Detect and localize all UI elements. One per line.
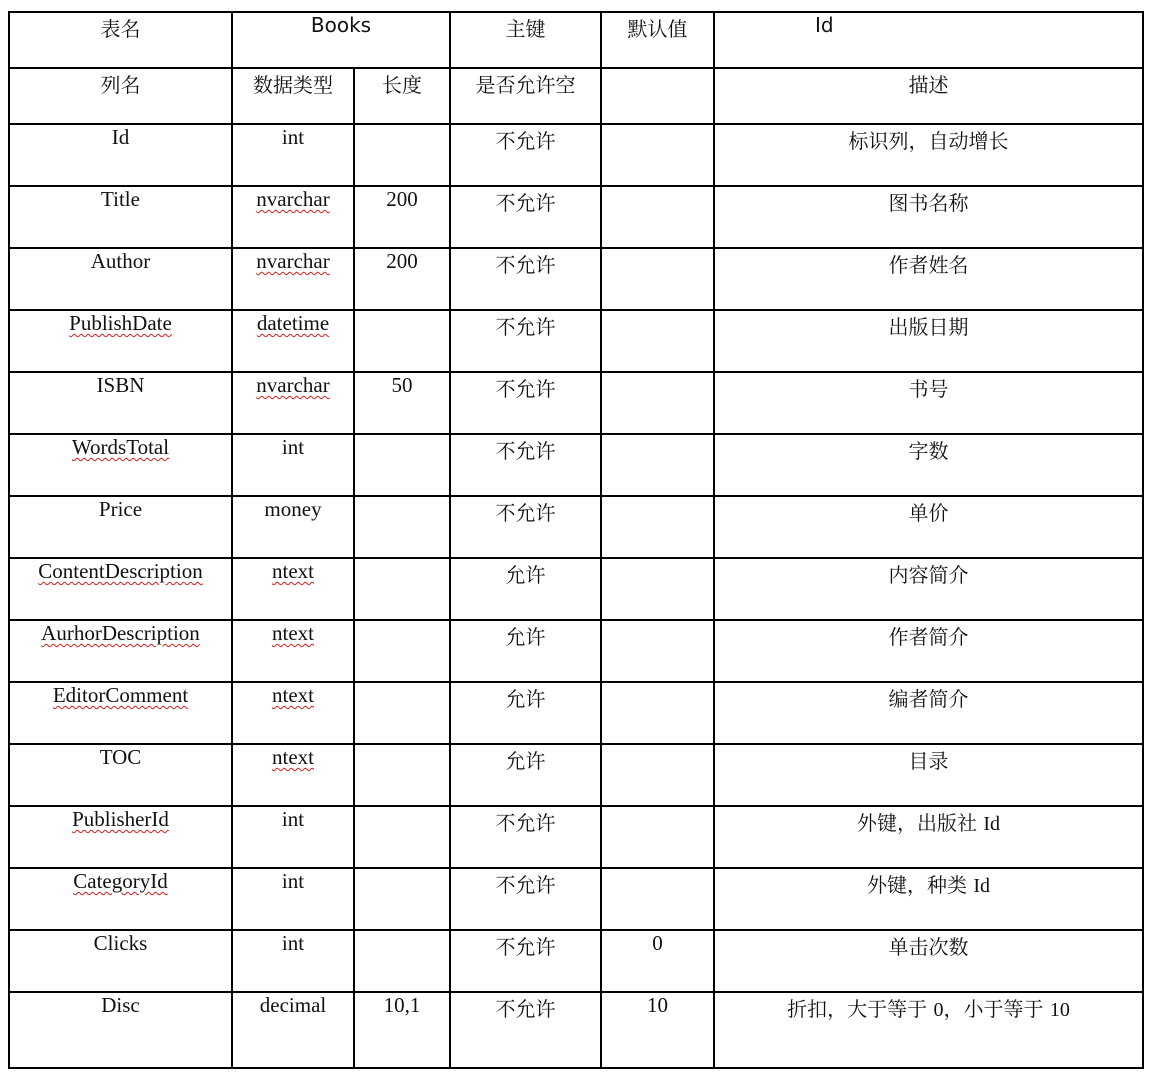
column-name-cell-text: WordsTotal [71, 435, 170, 459]
length-cell [354, 806, 450, 868]
data-type-cell: int [232, 868, 354, 930]
table-row [9, 124, 1143, 186]
table-row [9, 496, 1143, 558]
nullable-cell: 不允许 [450, 496, 601, 558]
column-name-cell-text: AurhorDescription [41, 621, 200, 645]
data-type-cell [232, 372, 354, 434]
length-cell [354, 682, 450, 744]
data-type-cell: int [232, 434, 354, 496]
data-type-cell-text: ntext [272, 621, 314, 645]
default-cell [601, 682, 714, 744]
data-type-cell [232, 682, 354, 744]
length-cell: 200 [354, 248, 450, 310]
description-part: 折扣，大于等于 [787, 997, 934, 1021]
length-cell [354, 620, 450, 682]
nullable-cell: 不允许 [450, 868, 601, 930]
data-type-cell [232, 744, 354, 806]
length-cell [354, 744, 450, 806]
table-name-value: Books [232, 12, 450, 68]
default-cell [601, 372, 714, 434]
data-type-cell: int [232, 124, 354, 186]
length-cell [354, 310, 450, 372]
default-header [601, 68, 714, 124]
description-cell: 单价 [714, 496, 1143, 558]
nullable-cell: 不允许 [450, 930, 601, 992]
column-header-row [9, 68, 1143, 124]
default-cell [601, 186, 714, 248]
default-cell: 10 [601, 992, 714, 1068]
description-part: 10 [1049, 999, 1070, 1021]
table-name-label: 表名 [9, 12, 232, 68]
data-type-cell-text: ntext [272, 559, 314, 583]
description-part: Id [973, 875, 991, 897]
data-type-cell [232, 620, 354, 682]
table-row [9, 186, 1143, 248]
length-cell [354, 434, 450, 496]
length-header: 长度 [354, 68, 450, 124]
column-name-cell [9, 620, 232, 682]
data-type-cell [232, 248, 354, 310]
table-row [9, 558, 1143, 620]
description-cell: 作者简介 [714, 620, 1143, 682]
table-row [9, 620, 1143, 682]
default-cell [601, 806, 714, 868]
table-row [9, 434, 1143, 496]
table-row [9, 992, 1143, 1068]
nullable-cell: 不允许 [450, 992, 601, 1068]
default-cell [601, 434, 714, 496]
column-name-cell [9, 434, 232, 496]
length-cell [354, 124, 450, 186]
data-type-cell: money [232, 496, 354, 558]
table-row [9, 868, 1143, 930]
data-type-cell-text: datetime [256, 311, 330, 335]
column-name-cell: Author [9, 248, 232, 310]
column-name-cell-text: EditorComment [52, 683, 189, 707]
data-type-cell-text: ntext [272, 683, 314, 707]
description-cell: 标识列，自动增长 [714, 124, 1143, 186]
length-cell [354, 868, 450, 930]
description-part: 外键，出版社 [857, 811, 984, 835]
description-cell [714, 868, 1143, 930]
length-cell: 50 [354, 372, 450, 434]
length-cell: 10,1 [354, 992, 450, 1068]
description-part: Id [983, 813, 1001, 835]
data-type-cell: decimal [232, 992, 354, 1068]
description-cell [714, 806, 1143, 868]
length-cell [354, 558, 450, 620]
data-type-cell-text: ntext [272, 745, 314, 769]
primary-key-value: Id [714, 12, 1143, 68]
column-name-cell [9, 682, 232, 744]
column-name-cell-text: PublisherId [72, 807, 169, 831]
nullable-cell: 允许 [450, 744, 601, 806]
description-cell: 出版日期 [714, 310, 1143, 372]
default-cell [601, 620, 714, 682]
nullable-cell: 不允许 [450, 248, 601, 310]
column-name-cell: Title [9, 186, 232, 248]
table-row [9, 372, 1143, 434]
default-cell [601, 496, 714, 558]
table-row [9, 248, 1143, 310]
column-name-cell [9, 558, 232, 620]
data-type-cell: int [232, 930, 354, 992]
description-cell: 单击次数 [714, 930, 1143, 992]
data-type-cell-text: nvarchar [256, 373, 330, 397]
data-type-cell-text: nvarchar [256, 187, 330, 211]
description-cell: 编者简介 [714, 682, 1143, 744]
description-cell: 作者姓名 [714, 248, 1143, 310]
description-cell [714, 992, 1143, 1068]
length-cell [354, 930, 450, 992]
length-cell: 200 [354, 186, 450, 248]
nullable-cell: 不允许 [450, 434, 601, 496]
nullable-cell: 允许 [450, 620, 601, 682]
column-name-cell: TOC [9, 744, 232, 806]
data-type-cell [232, 558, 354, 620]
column-name-cell-text: CategoryId [73, 869, 168, 893]
nullable-cell: 不允许 [450, 186, 601, 248]
description-cell: 字数 [714, 434, 1143, 496]
column-name-cell: Disc [9, 992, 232, 1068]
column-name-cell: Id [9, 124, 232, 186]
table-meta-row [9, 12, 1143, 68]
data-type-header: 数据类型 [232, 68, 354, 124]
default-cell [601, 310, 714, 372]
description-part: 0 [933, 999, 944, 1021]
data-type-cell: int [232, 806, 354, 868]
data-type-cell-text: nvarchar [256, 249, 330, 273]
default-cell [601, 248, 714, 310]
table-row [9, 310, 1143, 372]
column-name-cell: Clicks [9, 930, 232, 992]
table-row [9, 682, 1143, 744]
nullable-cell: 不允许 [450, 806, 601, 868]
default-cell: 0 [601, 930, 714, 992]
column-name-cell: Price [9, 496, 232, 558]
column-name-cell-text: PublishDate [69, 311, 172, 335]
description-cell: 内容简介 [714, 558, 1143, 620]
description-cell: 图书名称 [714, 186, 1143, 248]
default-cell [601, 744, 714, 806]
column-name-cell [9, 868, 232, 930]
default-cell [601, 124, 714, 186]
column-name-cell [9, 310, 232, 372]
nullable-cell: 不允许 [450, 124, 601, 186]
column-name-cell: ISBN [9, 372, 232, 434]
primary-key-label: 主键 [450, 12, 601, 68]
table-row [9, 930, 1143, 992]
description-part: 外键，种类 [867, 873, 974, 897]
length-cell [354, 496, 450, 558]
description-cell: 目录 [714, 744, 1143, 806]
nullable-header: 是否允许空 [450, 68, 601, 124]
data-type-cell [232, 310, 354, 372]
table-row [9, 806, 1143, 868]
column-name-header: 列名 [9, 68, 232, 124]
description-cell: 书号 [714, 372, 1143, 434]
nullable-cell: 不允许 [450, 372, 601, 434]
nullable-cell: 允许 [450, 682, 601, 744]
data-type-cell [232, 186, 354, 248]
default-cell [601, 558, 714, 620]
column-name-cell-text: ContentDescription [38, 559, 203, 583]
table-row [9, 744, 1143, 806]
description-header: 描述 [714, 68, 1143, 124]
nullable-cell: 允许 [450, 558, 601, 620]
column-name-cell [9, 806, 232, 868]
description-part: ，小于等于 [943, 997, 1050, 1021]
schema-table [8, 11, 1144, 1069]
nullable-cell: 不允许 [450, 310, 601, 372]
default-value-label: 默认值 [601, 12, 714, 68]
default-cell [601, 868, 714, 930]
